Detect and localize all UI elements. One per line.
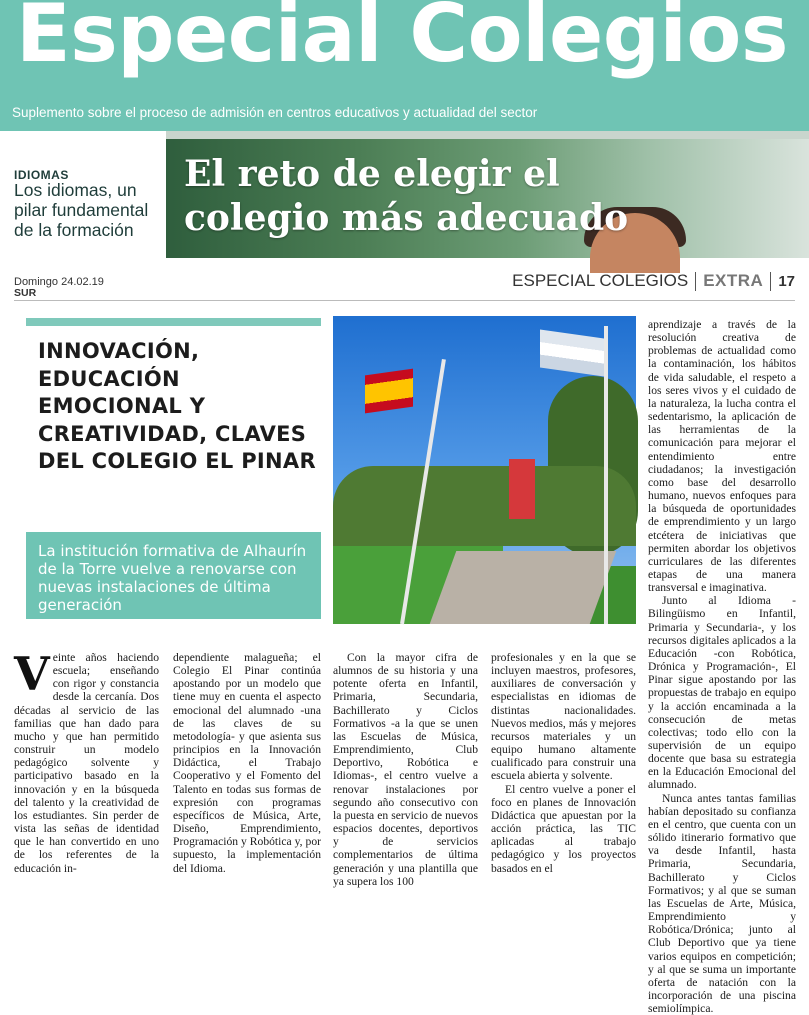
headline-accent-bar xyxy=(26,318,321,326)
article-column-4 xyxy=(491,651,636,875)
spain-flag xyxy=(365,369,413,414)
article-column-1 xyxy=(14,647,159,875)
supplement-title: Especial Colegios xyxy=(16,0,789,80)
folio-divider xyxy=(770,272,771,291)
folio-section xyxy=(512,271,795,291)
article-headline: INNOVACIÓN, EDUCACIÓN EMOCIONAL Y CREATIVIDAD, CLAVES DEL COLEGIO EL PINAR xyxy=(38,339,316,473)
column-text: Nunca antes tantas familias habían depositado su confianza en el centro, que cuenta con un sólido itinerario formativo que va desde Infantil, hasta Primaria, Secundaria, Bachillerato y Ciclos Formativos; y al que se suman las Escuelas de Arte, Música, Emprendimiento y Robótica/Drónica; junto al Club Deportivo que ya tiene varios equipos en competición; y al que se suma un importante oferta de natación con la incorporación de una piscina semiolímpica. xyxy=(648,791,796,1015)
teaser-text: Los idiomas, un pilar fundamental de la formación xyxy=(14,180,149,240)
folio-divider xyxy=(695,272,696,291)
teaser-category: IDIOMAS xyxy=(14,168,69,182)
column-text: einte años haciendo escuela; enseñando con rigor y constancia desde la cercanía. Dos décadas al servicio de las familias que han dado para mucho y que han permitido construir un modelo pedagógico solvente y participativo basado en la innovación y en la búsqueda del talento y la creatividad de los estudiantes. Sin perder de vista las señas de identidad que le han convertido en uno de los referentes de la educación in- xyxy=(14,651,159,875)
article-column-3 xyxy=(333,651,478,888)
column-text: profesionales y en la que se incluyen maestros, profesores, auxiliares de conversación y especialistas en idiomas de distintas nacionalidades. Nuevos medios, más y mejores recursos materiales y un equipo humano altamente cualificado para construir una escuela abierta y solvente. xyxy=(491,651,636,783)
column-text: Junto al Idioma -Bilingüismo en Infantil, Primaria y Secundaria-, y los recursos digitales aplicados a la Educación -con Robótica, Drónica y Programación-, El Pinar sigue apostando por las propuestas de trabajo en equipo y la acción encaminada a la consecución de metas colectivas; todo ello con la supervisión de un equipo docente que basa su estrategia en la Educación Emocional del alumnado. xyxy=(648,594,796,792)
article-column-5 xyxy=(648,318,796,1015)
folio-extra: EXTRA xyxy=(703,271,764,290)
school-campus-photo xyxy=(333,316,636,624)
teaser-headline: El reto de elegir el colegio más adecuado xyxy=(184,153,629,239)
article-standfirst: La institución formativa de Alhaurín de la Torre vuelve a renovarse con nuevas instalaciones de última generación xyxy=(38,542,307,614)
column-text: dependiente malagueña; el Colegio El Pinar continúa apostando por un modelo que tiene muy en cuenta el aspecto emocional del alumnado -una de las claves de su metodología- y que asienta sus principios en la Innovación Didáctica, el Trabajo Cooperativo y el Fomento del Talento en todas sus formas de expresión con programas específicos de Música, Arte, Diseño, Emprendimiento, Programación y Robótica y, por supuesto, la implementación del Idioma. xyxy=(173,651,321,875)
folio-section-name: ESPECIAL COLEGIOS xyxy=(512,271,689,290)
column-text: El centro vuelve a poner el foco en planes de Innovación Didáctica que apuestan por la acción práctica, las TIC aplicadas al trabajo pedagógico y los proyectos basados en el xyxy=(491,782,636,875)
column-text: aprendizaje a través de la resolución creativa de problemas de actualidad como la contaminación, los hábitos de vida saludable, el respeto a los seres vivos y el cuidado de la naturaleza, la lucha contra el sedentarismo, la aplicación de las herramientas de la comunicación para mejorar el entendimiento entre ciudadanos; la investigación como base del desarrollo humano, nuevos enfoques para la búsqueda de oportunidades de emprendimiento y un largo etcétera de iniciativas que permiten abordar los objetivos curriculares de las diferentes etapas de una manera transversal e imaginativa. xyxy=(648,318,796,595)
article-column-2 xyxy=(173,651,321,875)
drop-cap: V xyxy=(14,647,50,701)
folio-date: Domingo 24.02.19 xyxy=(14,276,104,288)
folio-newspaper: SUR xyxy=(14,287,37,299)
folio-page-number: 17 xyxy=(778,272,795,290)
folio-rule xyxy=(14,300,795,301)
supplement-subtitle: Suplemento sobre el proceso de admisión en centros educativos y actualidad del sector xyxy=(12,105,538,120)
column-text: Con la mayor cifra de alumnos de su historia y una potente oferta en Infantil, Primaria, Secundaria, Bachillerato y Ciclos Formativos -a la que se unen las Escuelas de Música, Emprendimiento, Club Deportivo, Robótica e Idiomas-, el centro vuelve a renovar instalaciones por segundo año consecutivo con la puesta en servicio de nuevos espacios docentes, deportivos y de servicios complementarios de última generación y una plantilla que ya supera los 100 xyxy=(333,651,478,888)
